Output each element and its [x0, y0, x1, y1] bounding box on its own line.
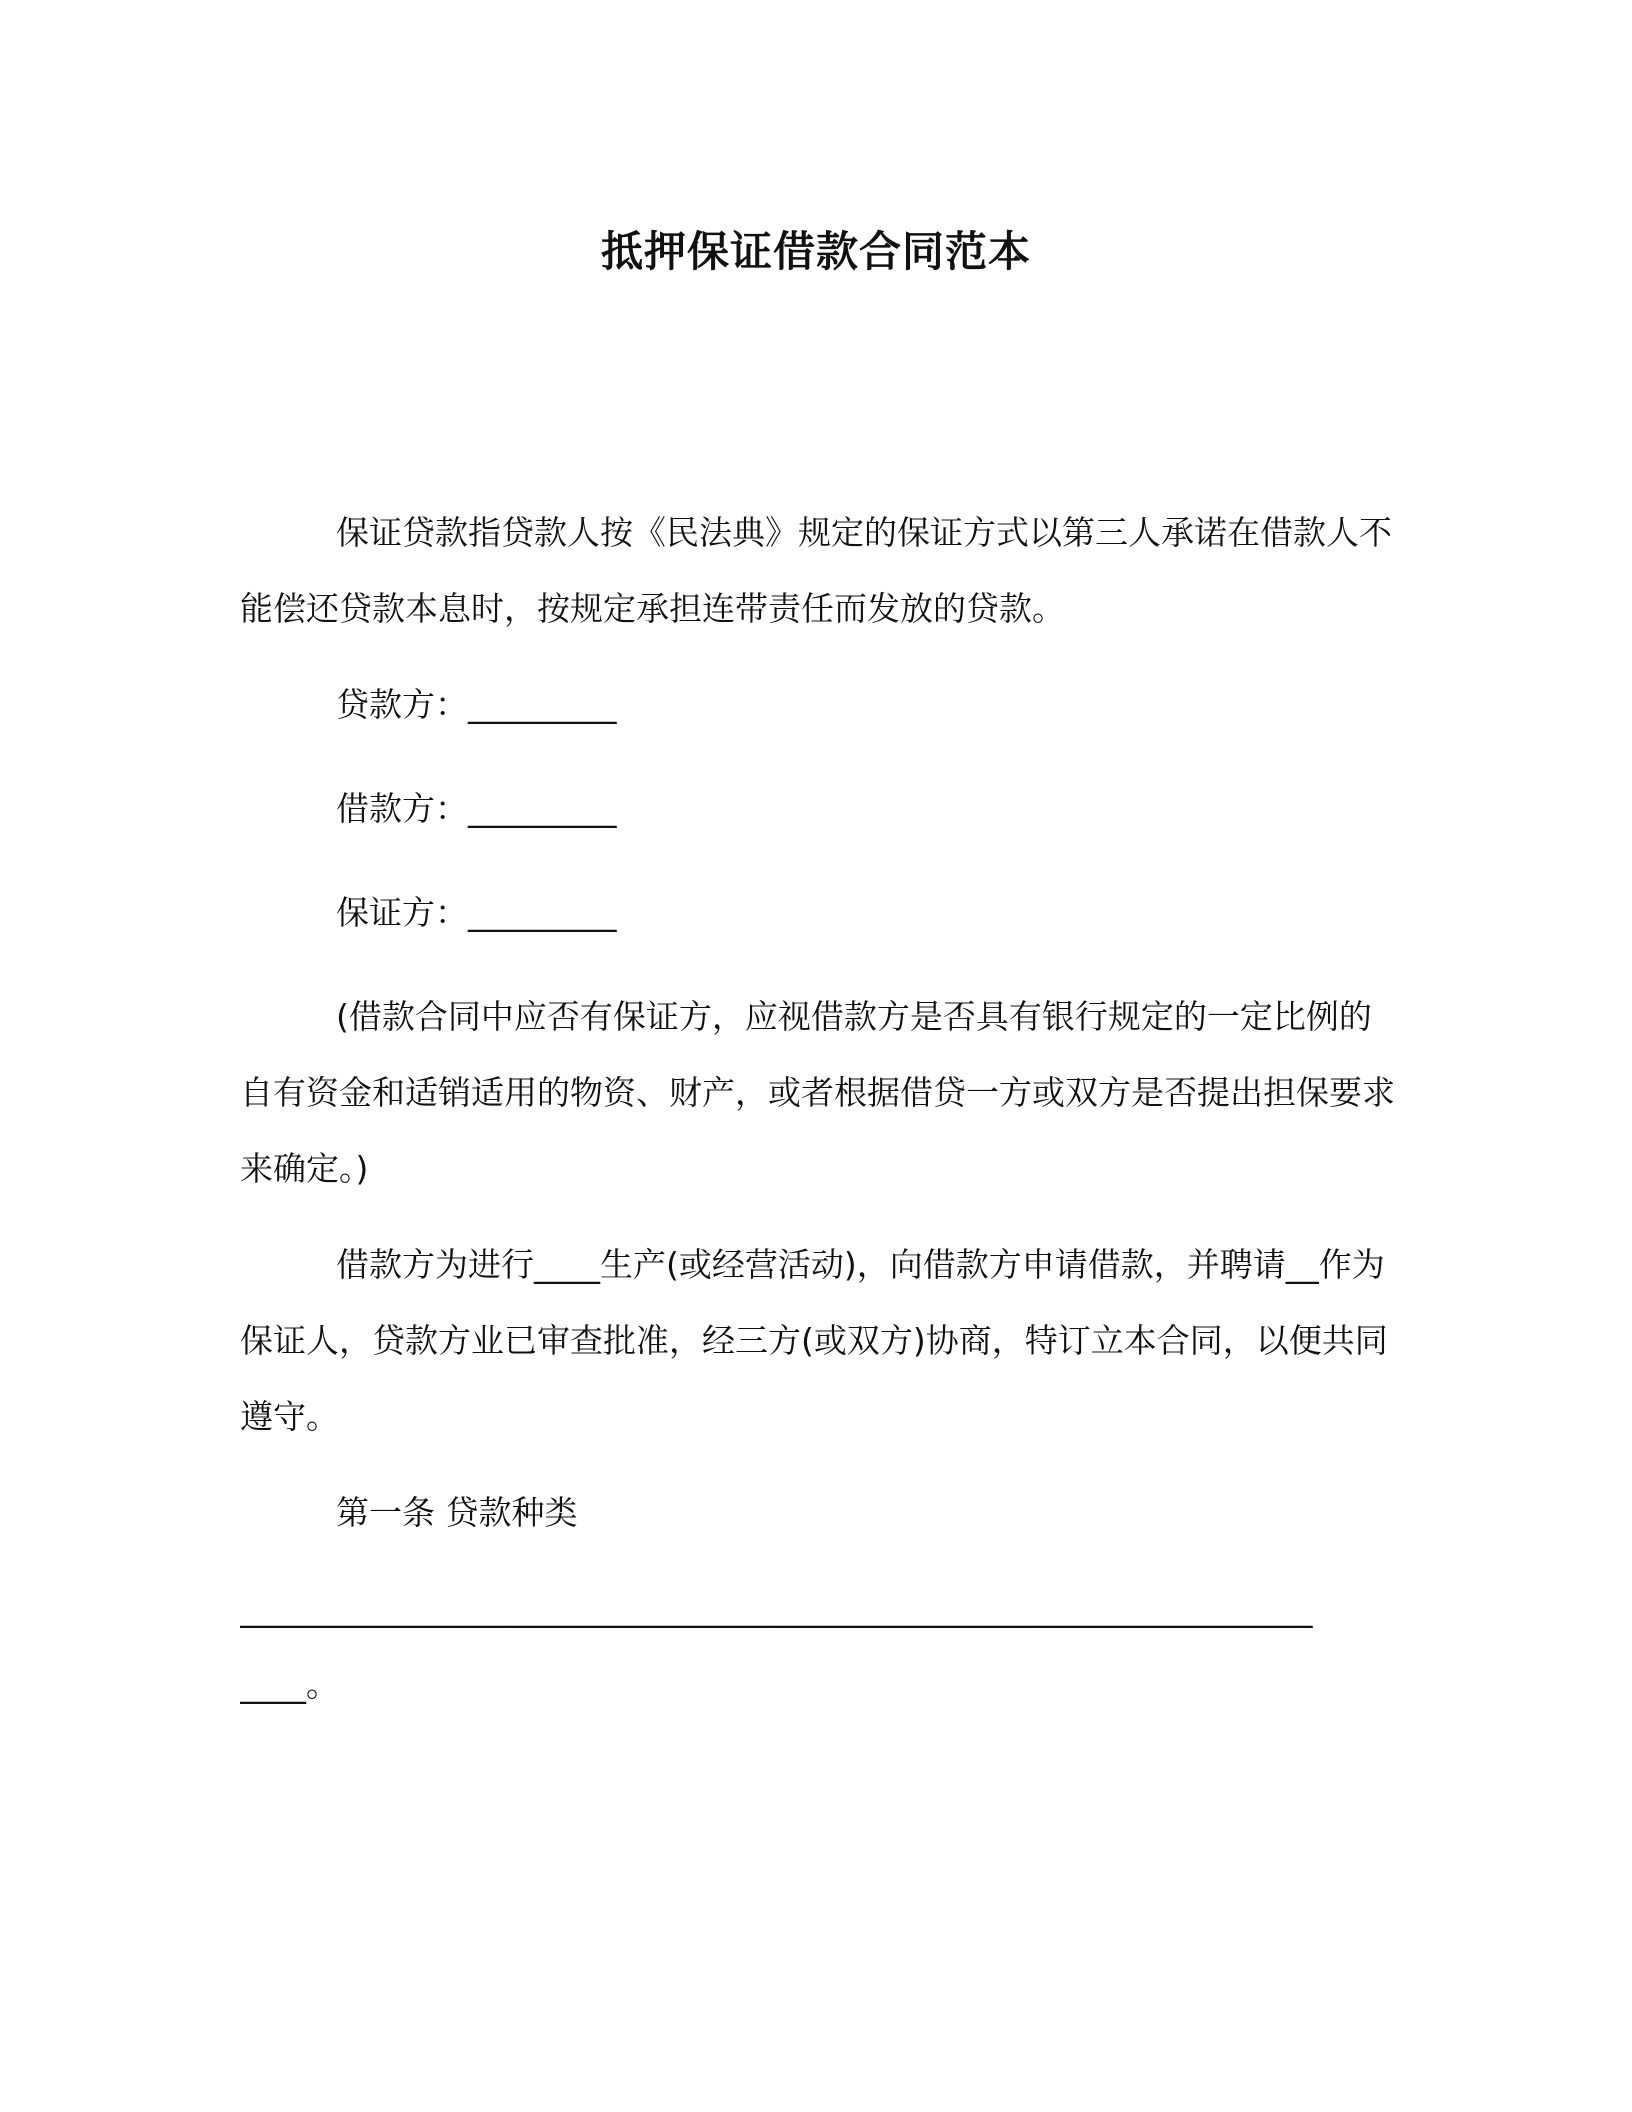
- party-lender-label: 贷款方：: [336, 685, 468, 724]
- party-guarantor-label: 保证方：: [336, 893, 468, 932]
- note-paragraph: (借款合同中应否有保证方，应视借款方是否具有银行规定的一定比例的自有资金和适销适用的物资、财产，或者根据借贷一方或双方是否提出担保要求来确定。): [240, 997, 1395, 1188]
- preamble-paragraph: 借款方为进行____生产(或经营活动)，向借款方申请借款，并聘请__作为保证人，贷款方业已审查批准，经三方(或双方)协商，特订立本合同，以便共同遵守。: [240, 1245, 1388, 1436]
- party-borrower: [240, 771, 1400, 847]
- party-guarantor-blank: _________: [468, 893, 617, 932]
- party-lender-blank: _________: [468, 685, 617, 724]
- document-body: [240, 495, 1400, 1723]
- party-borrower-label: 借款方：: [336, 789, 468, 828]
- intro-paragraph: 保证贷款指贷款人按《民法典》规定的保证方式以第三人承诺在借款人不能偿还贷款本息时，按规定承担连带责任而发放的贷款。: [240, 513, 1392, 628]
- article-1-heading: 第一条 贷款种类: [336, 1493, 578, 1532]
- party-lender: [240, 667, 1400, 743]
- party-guarantor: [240, 875, 1400, 951]
- article-1-fill-line: _________________________________________________________________: [240, 1589, 1313, 1628]
- document-title: 抵押保证借款合同范本: [600, 227, 1031, 276]
- party-borrower-blank: _________: [468, 789, 617, 828]
- article-1-fill-tail: ____。: [240, 1665, 339, 1704]
